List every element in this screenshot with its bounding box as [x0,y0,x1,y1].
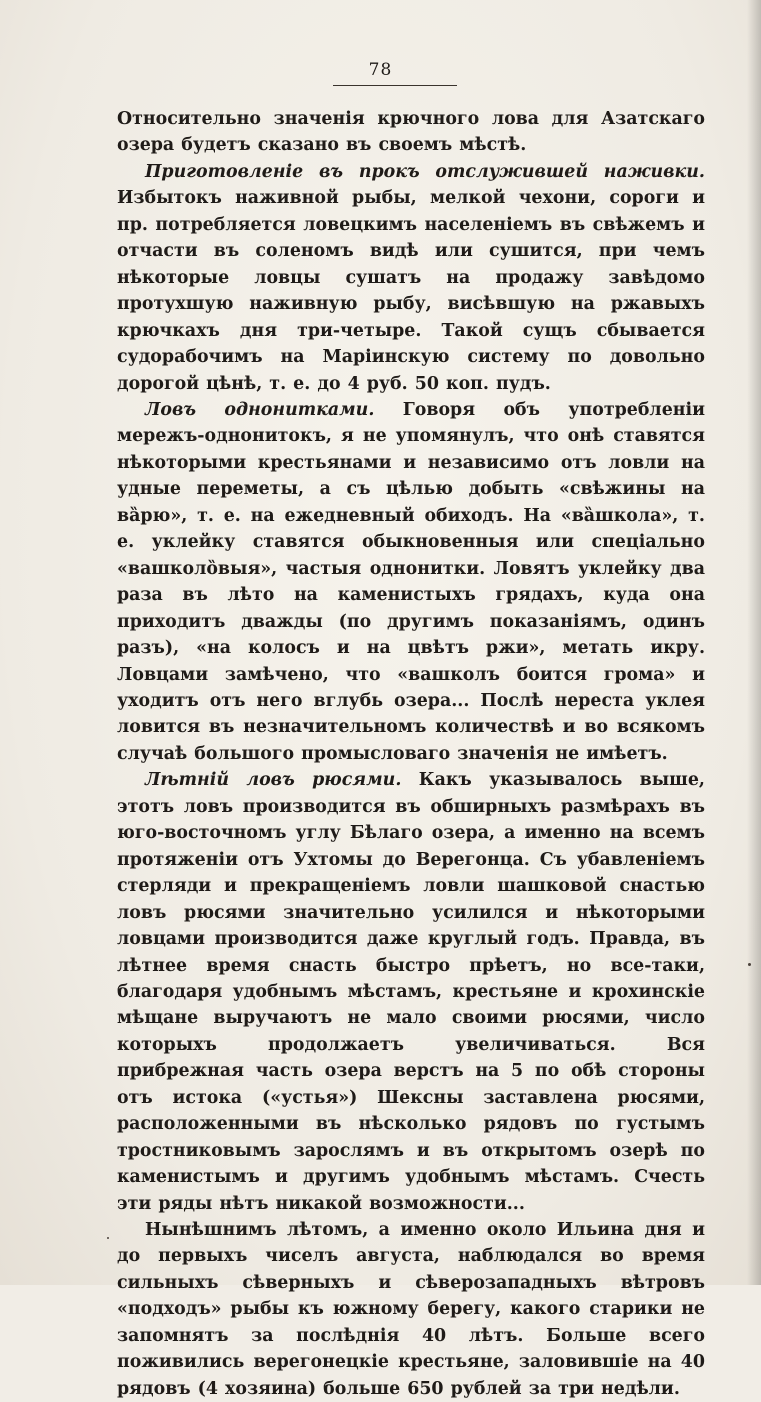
paragraph-5 [117,1217,705,1402]
paragraph-3-heading: Ловъ однонитками. [145,399,375,420]
paragraph-2 [117,159,705,397]
page-number: 78 [368,60,393,80]
paragraph-4 [117,767,705,1217]
page-spine-shadow [747,0,761,1285]
page-number-rule [333,85,457,86]
paragraph-1-text: Относительно значенія крючного лова для Азатскаго озера будетъ сказано въ своемъ мѣстѣ. [117,109,705,156]
body-text [117,106,705,1402]
paragraph-3 [117,397,705,767]
paper-speck [748,963,751,966]
paragraph-3-text: Говоря объ употребленіи мережъ-однонитокъ, я не упомянулъ, что онѣ ставятся нѣкоторыми крестьянами и независимо отъ ловли на удные переметы, а съ цѣлью добыть «свѣжины на вȁрю», т. е. на ежедневный обиходъ. На «вȁшкола», т. е. уклейку ставятся обыкновенныя или спеціально «вашколȍвыя», частыя однонитки. Ловятъ уклейку два раза въ лѣто на каменистыхъ грядахъ, куда она приходитъ дважды (по другимъ показаніямъ, одинъ разъ), «на колосъ и на цвѣтъ ржи», метать икру. Ловцами замѣчено, что «вашколъ боится грома» и уходитъ отъ него вглубь озера... Послѣ нереста уклея ловится въ незначительномъ количествѣ и во всякомъ случаѣ большого промысловаго значенія не имѣетъ. [117,399,705,764]
paragraph-2-text: Избытокъ наживной рыбы, мелкой чехони, сороги и пр. потребляется ловецкимъ населеніемъ въ свѣжемъ и отчасти въ соленомъ видѣ или сушится, при чемъ нѣкоторые ловцы сушатъ на продажу завѣдомо протухшую наживную рыбу, висѣвшую на ржавыхъ крючкахъ дня три-четыре. Такой сущъ сбывается судорабочимъ на Маріинскую систему по довольно дорогой цѣнѣ, т. е. до 4 руб. 50 коп. пудъ. [117,188,705,394]
paragraph-4-text: Какъ указывалось выше, этотъ ловъ производится въ обширныхъ размѣрахъ въ юго-восточномъ углу Бѣлаго озера, а именно на всемъ протяженіи отъ Ухтомы до Верегонца. Съ убавленіемъ стерляди и прекращеніемъ ловли шашковой снастью ловъ рюсями значительно усилился и нѣкоторыми ловцами производится даже круглый годъ. Правда, въ лѣтнее время снасть быстро прѣетъ, но все-таки, благодаря удобнымъ мѣстамъ, крестьяне и крохинскіе мѣщане выручаютъ не мало своими рюсями, число которыхъ продолжаетъ увеличиваться. Вся прибрежная часть озера верстъ на 5 по обѣ стороны отъ истока («устья») Шексны заставлена рюсями, расположенными въ нѣсколько рядовъ по густымъ тростниковымъ зарослямъ и въ открытомъ озерѣ по каменистымъ и другимъ удобнымъ мѣстамъ. Счесть эти ряды нѣтъ никакой возможности... [117,770,705,1214]
paragraph-2-heading: Приготовленіе въ прокъ отслужившей наживки. [145,161,705,182]
paragraph-1 [117,106,705,159]
paper-speck [107,1237,109,1239]
paragraph-5-text: Нынѣшнимъ лѣтомъ, а именно около Ильина дня и до первыхъ чиселъ августа, наблюдался во время сильныхъ сѣверныхъ и сѣверозападныхъ вѣтровъ «подходъ» рыбы къ южному берегу, какого старики не запомнятъ за послѣднія 40 лѣтъ. Больше всего поживились верегонецкіе крестьяне, заловившіе на 40 рядовъ (4 хозяина) больше 650 рублей за три недѣли. [117,1220,705,1399]
paragraph-4-heading: Лѣтній ловъ рюсями. [145,770,402,791]
